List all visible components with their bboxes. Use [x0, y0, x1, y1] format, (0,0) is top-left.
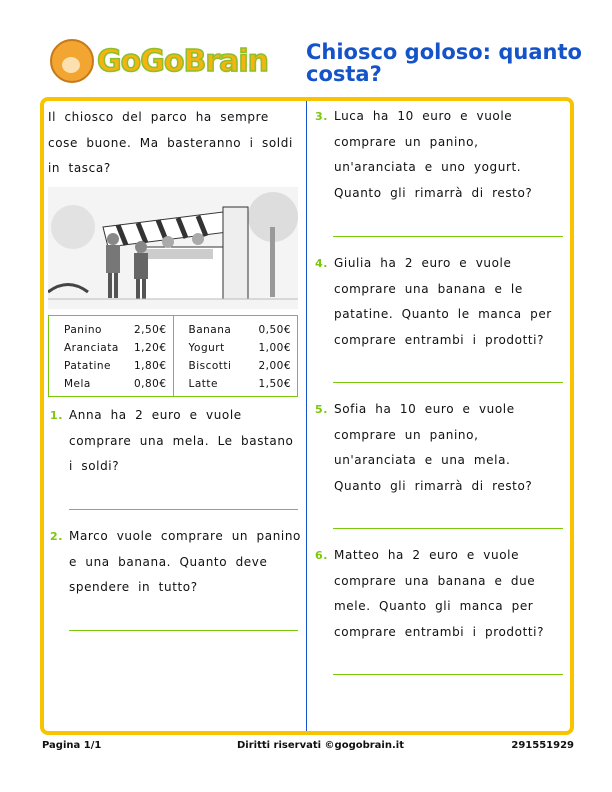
- item-price: 1,00€: [258, 342, 291, 354]
- item-name: Banana: [188, 324, 232, 336]
- price-row: [189, 339, 292, 357]
- question-number: 6.: [315, 549, 329, 562]
- kiosk-illustration: [48, 187, 298, 309]
- answer-line-4[interactable]: [333, 382, 563, 383]
- intro-text: Il chiosco del parco ha sempre cose buone. Ma basteranno i soldi in tasca?: [48, 110, 293, 175]
- question-1: [50, 403, 301, 480]
- price-row: [64, 375, 167, 393]
- item-name: Aranciata: [64, 342, 119, 354]
- item-name: Latte: [188, 378, 218, 390]
- item-price: 1,20€: [133, 342, 167, 354]
- item-price: 0,50€: [258, 324, 291, 336]
- question-4: [315, 251, 566, 353]
- price-row: [189, 375, 292, 393]
- question-number: 3.: [315, 110, 329, 123]
- price-row: [64, 321, 167, 339]
- page-title: Chiosco goloso: quanto costa?: [306, 40, 582, 86]
- answer-line-1[interactable]: [69, 509, 298, 510]
- logo: [50, 40, 275, 82]
- footer-page: Pagina 1/1: [42, 740, 102, 751]
- item-price: 0,80€: [133, 378, 167, 390]
- item-name: Panino: [64, 324, 102, 336]
- item-price: 1,50€: [258, 378, 291, 390]
- footer-code: 291551929: [511, 740, 574, 751]
- item-price: 2,50€: [133, 324, 167, 336]
- column-divider: [306, 101, 307, 731]
- question-6: [315, 543, 566, 645]
- item-name: Biscotti: [188, 360, 232, 372]
- answer-line-6[interactable]: [333, 674, 563, 675]
- price-row: [64, 339, 167, 357]
- price-row: [189, 357, 292, 375]
- item-name: Mela: [64, 378, 91, 390]
- price-list: [48, 315, 298, 397]
- question-text: Matteo ha 2 euro e vuole comprare una banana e due mele. Quanto gli manca per comprare entrambi i prodotti?: [334, 548, 545, 639]
- answer-line-3[interactable]: [333, 236, 563, 237]
- item-name: Patatine: [64, 360, 111, 372]
- answer-line-5[interactable]: [333, 528, 563, 529]
- question-number: 5.: [315, 403, 329, 416]
- footer-rights: Diritti riservati ©gogobrain.it: [237, 740, 404, 751]
- question-text: Anna ha 2 euro e vuole comprare una mela. Le bastano i soldi?: [69, 408, 294, 473]
- question-text: Luca ha 10 euro e vuole comprare un panino, un'aranciata e uno yogurt. Quanto gli rimarrà di resto?: [334, 109, 533, 200]
- logo-mascot-icon: [50, 39, 94, 83]
- question-text: Giulia ha 2 euro e vuole comprare una banana e le patatine. Quanto le manca per comprare entrambi i prodotti?: [334, 256, 552, 347]
- question-3: [315, 104, 566, 206]
- item-price: 1,80€: [133, 360, 167, 372]
- price-column-right: [173, 316, 298, 396]
- question-text: Sofia ha 10 euro e vuole comprare un panino, un'aranciata e una mela. Quanto gli rimarrà di resto?: [334, 402, 533, 493]
- answer-line-2[interactable]: [69, 630, 298, 631]
- price-column-left: [49, 316, 173, 396]
- price-row: [64, 357, 167, 375]
- question-text: Marco vuole comprare un panino e una banana. Quanto deve spendere in tutto?: [69, 529, 301, 594]
- question-number: 2.: [50, 530, 64, 543]
- question-2: [50, 524, 301, 601]
- question-5: [315, 397, 566, 499]
- price-row: [189, 321, 292, 339]
- logo-text: GoGoBrain: [97, 43, 269, 79]
- item-price: 2,00€: [258, 360, 291, 372]
- item-name: Yogurt: [188, 342, 225, 354]
- question-number: 4.: [315, 257, 329, 270]
- question-number: 1.: [50, 409, 64, 422]
